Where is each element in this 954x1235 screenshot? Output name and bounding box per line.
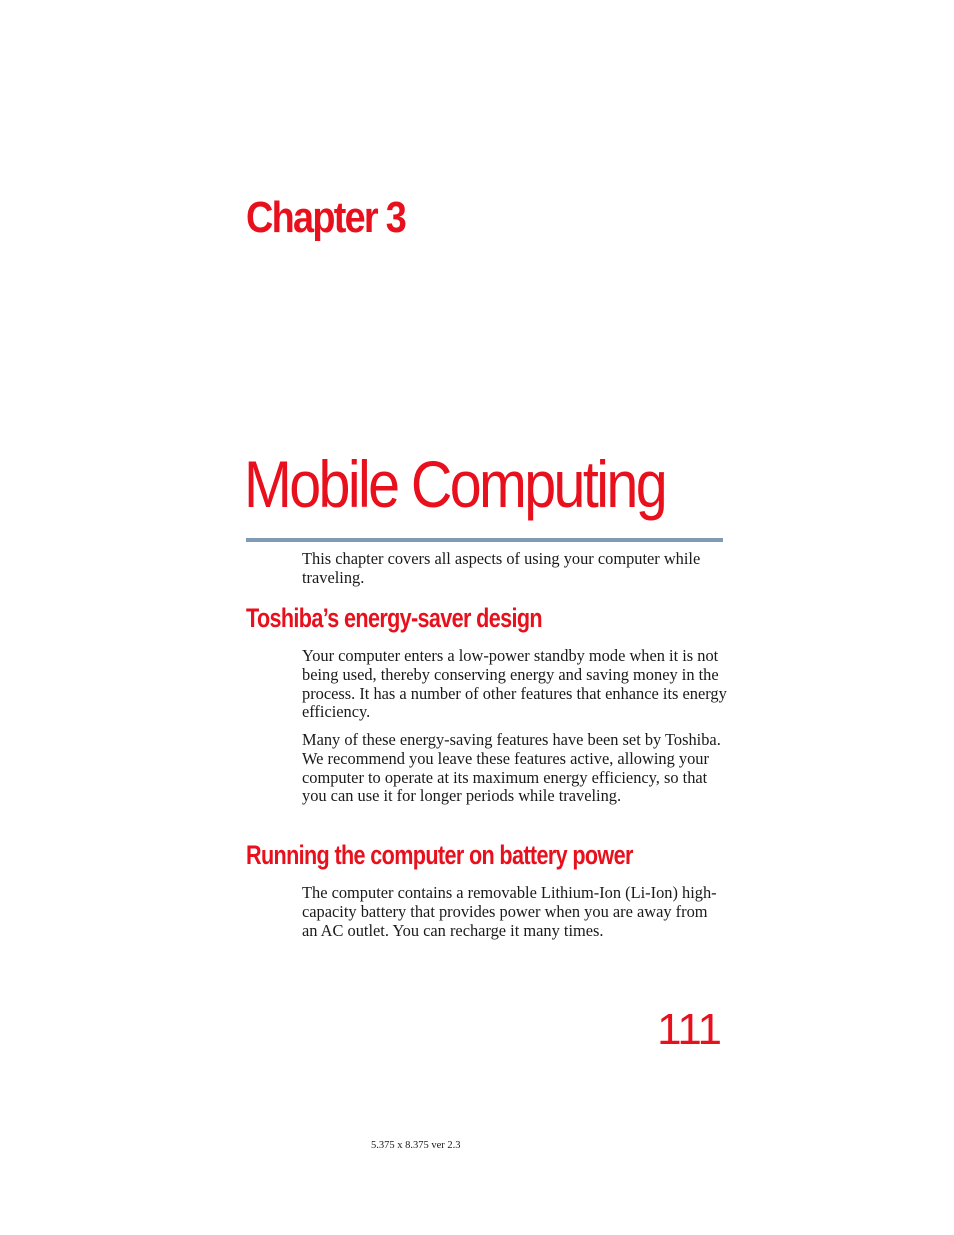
footer-print-spec: 5.375 x 8.375 ver 2.3 (371, 1140, 461, 1151)
battery-power-paragraph-1: The computer contains a removable Lithium-Ion (Li-Ion) high-capacity battery that provides power when you are away from an AC outlet. You can recharge it many times. (302, 883, 717, 940)
intro-paragraph: This chapter covers all aspects of using your computer while traveling. (302, 549, 701, 587)
section-heading-battery-power: Running the computer on battery power (246, 840, 633, 870)
title-divider (246, 538, 723, 542)
chapter-label: Chapter 3 (246, 193, 406, 242)
energy-saver-paragraph-2: Many of these energy-saving features have been set by Toshiba. We recommend you leave these features active, allowing your computer to operate at its maximum energy efficiency, so that you can use it for longer periods while traveling. (302, 730, 721, 806)
chapter-title: Mobile Computing (244, 447, 666, 521)
energy-saver-paragraph-1: Your computer enters a low-power standby mode when it is not being used, thereby conserving energy and saving money in the process. It has a number of other features that enhance its energy efficiency. (302, 646, 727, 722)
section-heading-energy-saver: Toshiba’s energy-saver design (246, 603, 542, 633)
page-number: 111 (657, 1005, 721, 1054)
